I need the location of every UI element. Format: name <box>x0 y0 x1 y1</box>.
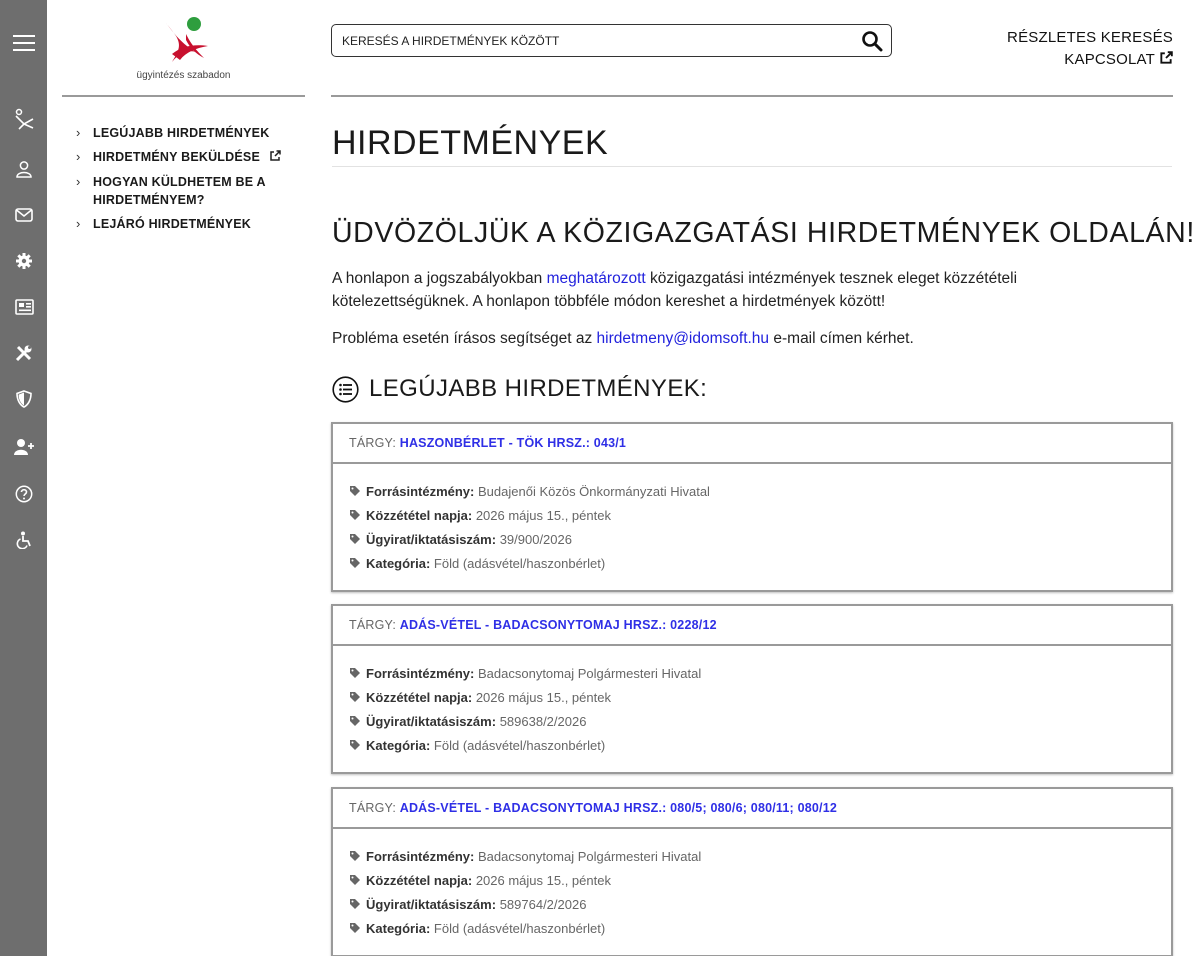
icon-rail <box>0 0 47 956</box>
intro-paragraph <box>332 267 1092 313</box>
card-header <box>333 606 1171 646</box>
chevron-right-icon: › <box>76 174 81 189</box>
divider <box>332 166 1172 167</box>
newspaper-icon[interactable] <box>0 292 47 322</box>
latest-section-heading <box>332 375 1174 403</box>
row-label: Közzététel napja: <box>366 508 473 523</box>
row-value: 589638/2/2026 <box>499 714 587 729</box>
row-value: Badacsonytomaj Polgármesteri Hivatal <box>478 666 702 681</box>
row-value: Budajenői Közös Önkormányzati Hivatal <box>478 484 710 499</box>
tag-icon <box>349 870 361 893</box>
card-row-file-no <box>349 893 1155 917</box>
external-link-icon <box>1159 50 1173 72</box>
divider <box>331 95 1173 97</box>
card-body <box>333 464 1171 590</box>
intro-text: közigazgatási intézmények tesznek eleget közzétételi kötelezettségüknek. A honlapon többféle módon kereshet a hirdetmények között! <box>332 270 1018 310</box>
row-value: Badacsonytomaj Polgármesteri Hivatal <box>478 849 702 864</box>
logo-tagline: ügyintézés szabadon <box>136 70 231 81</box>
row-label: Közzététel napja: <box>366 873 473 888</box>
row-value: 2026 május 15., péntek <box>475 873 611 888</box>
card-body <box>333 646 1171 772</box>
page-title: HIRDETMÉNYEK <box>332 124 609 162</box>
contact-link[interactable] <box>1007 49 1173 72</box>
search-box <box>331 24 892 57</box>
defined-link[interactable]: meghatározott <box>546 270 646 287</box>
row-label: Forrásintézmény: <box>366 849 475 864</box>
nav-item-latest[interactable] <box>76 124 300 142</box>
row-value: 2026 május 15., péntek <box>475 508 611 523</box>
row-label: Forrásintézmény: <box>366 484 475 499</box>
side-nav <box>76 124 300 239</box>
latest-heading-label: LEGÚJABB HIRDETMÉNYEK: <box>369 375 708 402</box>
user-icon[interactable] <box>0 154 47 184</box>
tag-icon <box>349 687 361 710</box>
menu-icon[interactable] <box>0 28 47 58</box>
tag-icon <box>349 846 361 869</box>
welcome-heading: ÜDVÖZÖLJÜK A KÖZIGAZGATÁSI HIRDETMÉNYEK OLDALÁN! <box>332 217 1195 249</box>
announcement-card <box>331 787 1173 956</box>
card-row-category <box>349 552 1155 576</box>
card-row-date <box>349 504 1155 528</box>
nav-item-label: HOGYAN KÜLDHETEM BE A HIRDETMÉNYEM? <box>93 175 266 207</box>
nav-item-label: LEGÚJABB HIRDETMÉNYEK <box>93 126 270 140</box>
list-icon <box>332 376 359 403</box>
divider <box>62 95 305 97</box>
gear-icon[interactable] <box>0 246 47 276</box>
shield-icon[interactable] <box>0 384 47 414</box>
card-row-date <box>349 869 1155 893</box>
card-row-file-no <box>349 528 1155 552</box>
row-label: Kategória: <box>366 556 431 571</box>
tag-icon <box>349 529 361 552</box>
nav-item-label: LEJÁRÓ HIRDETMÉNYEK <box>93 217 251 231</box>
nav-item-label: HIRDETMÉNY BEKÜLDÉSE <box>93 150 260 164</box>
announcement-card <box>331 422 1173 592</box>
nav-item-how-to-submit[interactable] <box>76 173 300 209</box>
subject-label: TÁRGY: <box>349 618 400 632</box>
advanced-search-label: RÉSZLETES KERESÉS <box>1007 29 1173 46</box>
logo-mark <box>160 14 212 66</box>
help-text: e-mail címen kérhet. <box>769 330 914 347</box>
card-row-source <box>349 845 1155 869</box>
tag-icon <box>349 505 361 528</box>
row-value: Föld (adásvétel/haszonbérlet) <box>433 921 606 936</box>
intro-text: A honlapon a jogszabályokban <box>332 270 547 287</box>
card-subject-link[interactable]: ADÁS-VÉTEL - BADACSONYTOMAJ HRSZ.: 080/5; 080/6; 080/11; 080/12 <box>399 801 838 815</box>
card-header <box>333 424 1171 464</box>
tools-icon[interactable] <box>0 338 47 368</box>
tag-icon <box>349 663 361 686</box>
announcement-card <box>331 604 1173 774</box>
row-label: Forrásintézmény: <box>366 666 475 681</box>
main-content <box>332 120 1195 403</box>
email-link[interactable]: hirdetmeny@idomsoft.hu <box>596 330 770 347</box>
row-label: Ügyirat/iktatásiszám: <box>366 897 497 912</box>
site-logo[interactable] <box>62 10 305 86</box>
user-plus-icon[interactable] <box>0 432 47 462</box>
subject-label: TÁRGY: <box>349 801 400 815</box>
tag-icon <box>349 711 361 734</box>
accessibility-icon[interactable] <box>0 525 47 555</box>
card-row-source <box>349 662 1155 686</box>
card-subject-link[interactable]: HASZONBÉRLET - TÖK HRSZ.: 043/1 <box>399 436 627 450</box>
chevron-right-icon: › <box>76 149 81 164</box>
row-value: 589764/2/2026 <box>499 897 587 912</box>
contact-label: KAPCSOLAT <box>1064 51 1155 68</box>
card-row-category <box>349 734 1155 758</box>
external-link-icon <box>269 149 281 167</box>
row-value: Föld (adásvétel/haszonbérlet) <box>433 738 606 753</box>
search-input[interactable] <box>342 31 842 51</box>
mail-icon[interactable] <box>0 200 47 230</box>
tag-icon <box>349 553 361 576</box>
card-row-file-no <box>349 710 1155 734</box>
row-label: Kategória: <box>366 921 431 936</box>
chevron-right-icon: › <box>76 216 81 231</box>
nav-item-expiring[interactable] <box>76 215 300 233</box>
search-icon <box>861 30 883 52</box>
card-header <box>333 789 1171 829</box>
help-text: Probléma esetén írásos segítséget az <box>332 330 597 347</box>
row-label: Közzététel napja: <box>366 690 473 705</box>
logo-mark-icon[interactable] <box>0 104 47 134</box>
tag-icon <box>349 894 361 917</box>
subject-label: TÁRGY: <box>349 436 400 450</box>
card-row-date <box>349 686 1155 710</box>
tag-icon <box>349 481 361 504</box>
search-button[interactable] <box>861 30 883 52</box>
help-icon[interactable] <box>0 479 47 509</box>
advanced-search-link[interactable] <box>1007 27 1173 49</box>
row-label: Kategória: <box>366 738 431 753</box>
card-subject-link[interactable]: ADÁS-VÉTEL - BADACSONYTOMAJ HRSZ.: 0228/12 <box>399 618 717 632</box>
help-paragraph <box>332 327 1174 350</box>
card-row-category <box>349 917 1155 941</box>
row-label: Ügyirat/iktatásiszám: <box>366 532 497 547</box>
card-row-source <box>349 480 1155 504</box>
nav-item-submit[interactable] <box>76 148 300 167</box>
header-links <box>1007 27 1173 72</box>
row-value: Föld (adásvétel/haszonbérlet) <box>433 556 606 571</box>
tag-icon <box>349 918 361 941</box>
row-label: Ügyirat/iktatásiszám: <box>366 714 497 729</box>
tag-icon <box>349 735 361 758</box>
chevron-right-icon: › <box>76 125 81 140</box>
row-value: 2026 május 15., péntek <box>475 690 611 705</box>
card-body <box>333 829 1171 955</box>
row-value: 39/900/2026 <box>499 532 572 547</box>
